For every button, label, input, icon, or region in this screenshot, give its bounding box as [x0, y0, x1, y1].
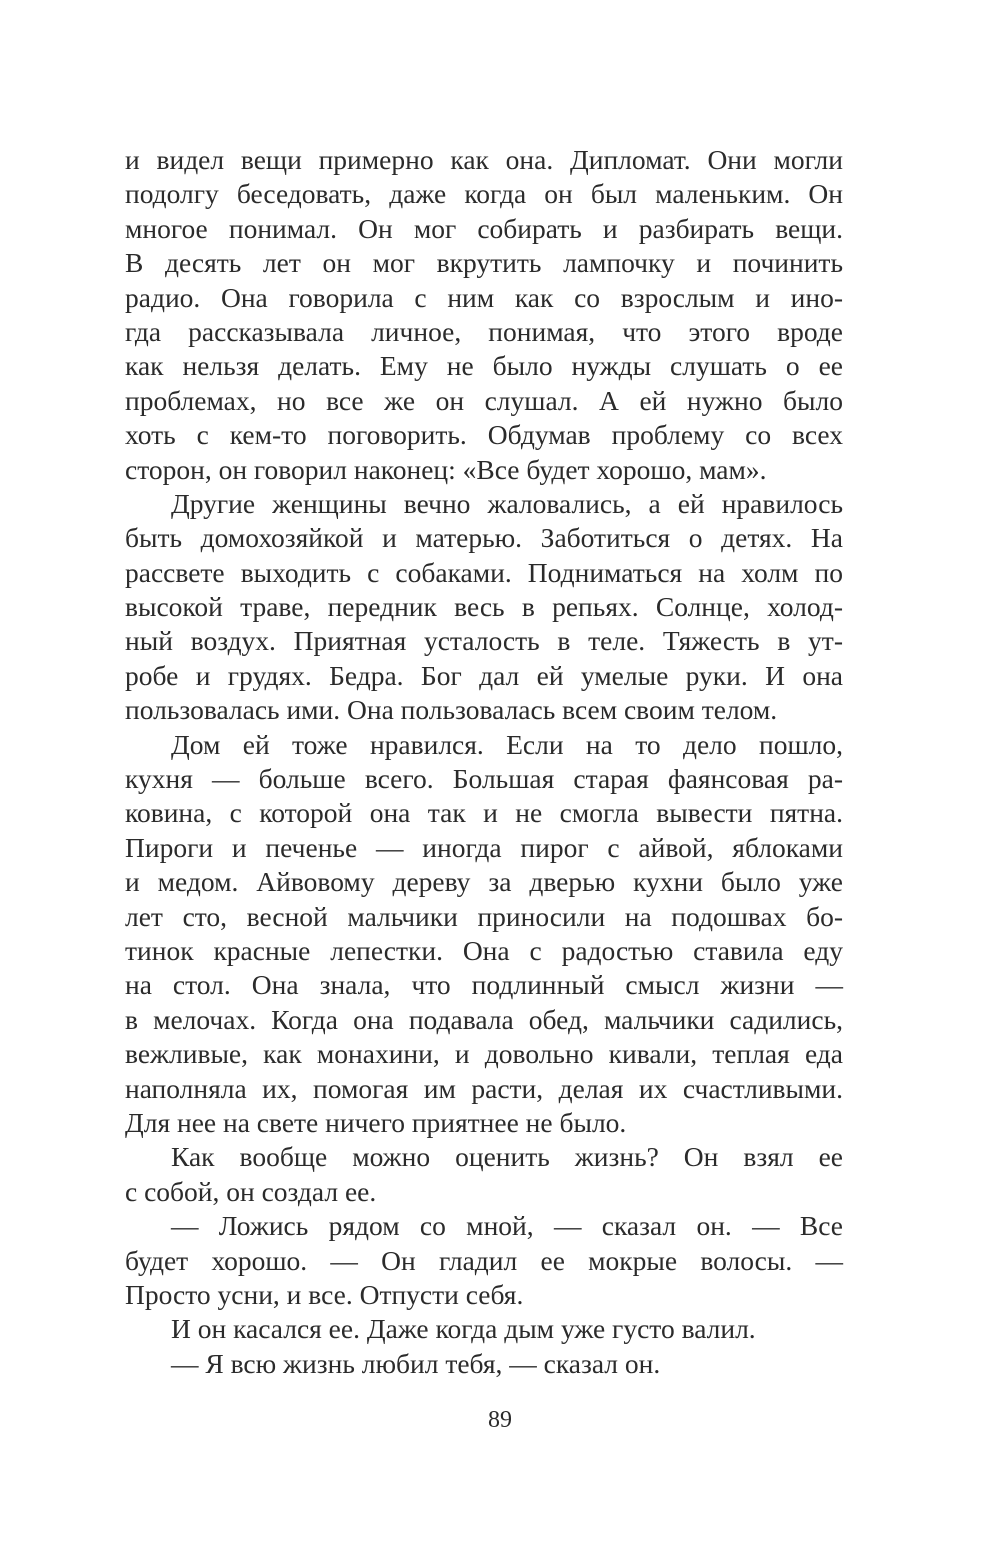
text-line: как нельзя делать. Ему не было нужды слушать о ее [125, 350, 843, 382]
text-line: — Я всю жизнь любил тебя, — сказал он. [171, 1347, 661, 1379]
page-number: 89 [488, 1407, 512, 1433]
text-line: Просто усни, и все. Отпусти себя. [125, 1278, 524, 1310]
text-line: с собой, он создал ее. [125, 1175, 377, 1207]
text-line: радио. Она говорила с ним как со взрослым и ино- [125, 281, 843, 313]
text-line: сторон, он говорил наконец: «Все будет хорошо, мам». [125, 453, 767, 485]
text-line: кухня — больше всего. Большая старая фаянсовая ра- [125, 763, 843, 795]
text-line: быть домохозяйкой и матерью. Заботиться о детях. На [125, 522, 843, 554]
text-line: Для нее на свете ничего приятнее не было. [125, 1106, 627, 1138]
text-line: Как вообще можно оценить жизнь? Он взял ее [171, 1141, 843, 1173]
text-line: и видел вещи примерно как она. Дипломат. Они могли [125, 144, 843, 175]
text-line: робе и грудях. Бедра. Бог дал ей умелые руки. И она [125, 659, 843, 691]
text-line: многое понимал. Он мог собирать и разбирать вещи. [125, 212, 843, 244]
text-line: И он касался ее. Даже когда дым уже густо валил. [171, 1313, 756, 1345]
text-line: В десять лет он мог вкрутить лампочку и починить [125, 247, 843, 279]
text-line: — Ложись рядом со мной, — сказал он. — Все [171, 1210, 843, 1242]
text-line: хоть с кем-то поговорить. Обдумав проблему со всех [125, 419, 843, 451]
text-line: высокой траве, передник весь в репьях. Солнце, холод- [125, 591, 843, 623]
text-line: вежливые, как монахини, и довольно кивали, теплая еда [125, 1038, 843, 1070]
body-text [125, 143, 843, 1381]
text-line: рассвете выходить с собаками. Подниматься на холм по [125, 556, 843, 588]
text-line: и медом. Айвовому дереву за дверью кухни было уже [125, 866, 843, 898]
text-line: пользовалась ими. Она пользовалась всем своим телом. [125, 694, 778, 726]
text-line: гда рассказывала личное, понимая, что этого вроде [125, 315, 843, 347]
text-line: ный воздух. Приятная усталость в теле. Тяжесть в ут- [125, 625, 843, 657]
text-line: в мелочах. Когда она подавала обед, мальчики садились, [125, 1003, 843, 1035]
text-line: ковина, с которой она так и не смогла вывести пятна. [125, 797, 843, 829]
text-line: Дом ей тоже нравился. Если на то дело пошло, [171, 728, 843, 760]
text-line: наполняла их, помогая им расти, делая их счастливыми. [125, 1072, 843, 1104]
text-line: лет сто, весной мальчики приносили на подошвах бо- [125, 900, 843, 932]
text-line: тинок красные лепестки. Она с радостью ставила еду [125, 934, 843, 966]
text-line: на стол. Она знала, что подлинный смысл жизни — [125, 969, 843, 1001]
text-line: Другие женщины вечно жаловались, а ей нравилось [171, 487, 843, 519]
text-line: подолгу беседовать, даже когда он был маленьким. Он [125, 178, 843, 210]
text-line: будет хорошо. — Он гладил ее мокрые волосы. — [125, 1244, 843, 1276]
text-line: Пироги и печенье — иногда пирог с айвой, яблоками [125, 831, 843, 863]
text-line: проблемах, но все же он слушал. А ей нужно было [125, 384, 843, 416]
